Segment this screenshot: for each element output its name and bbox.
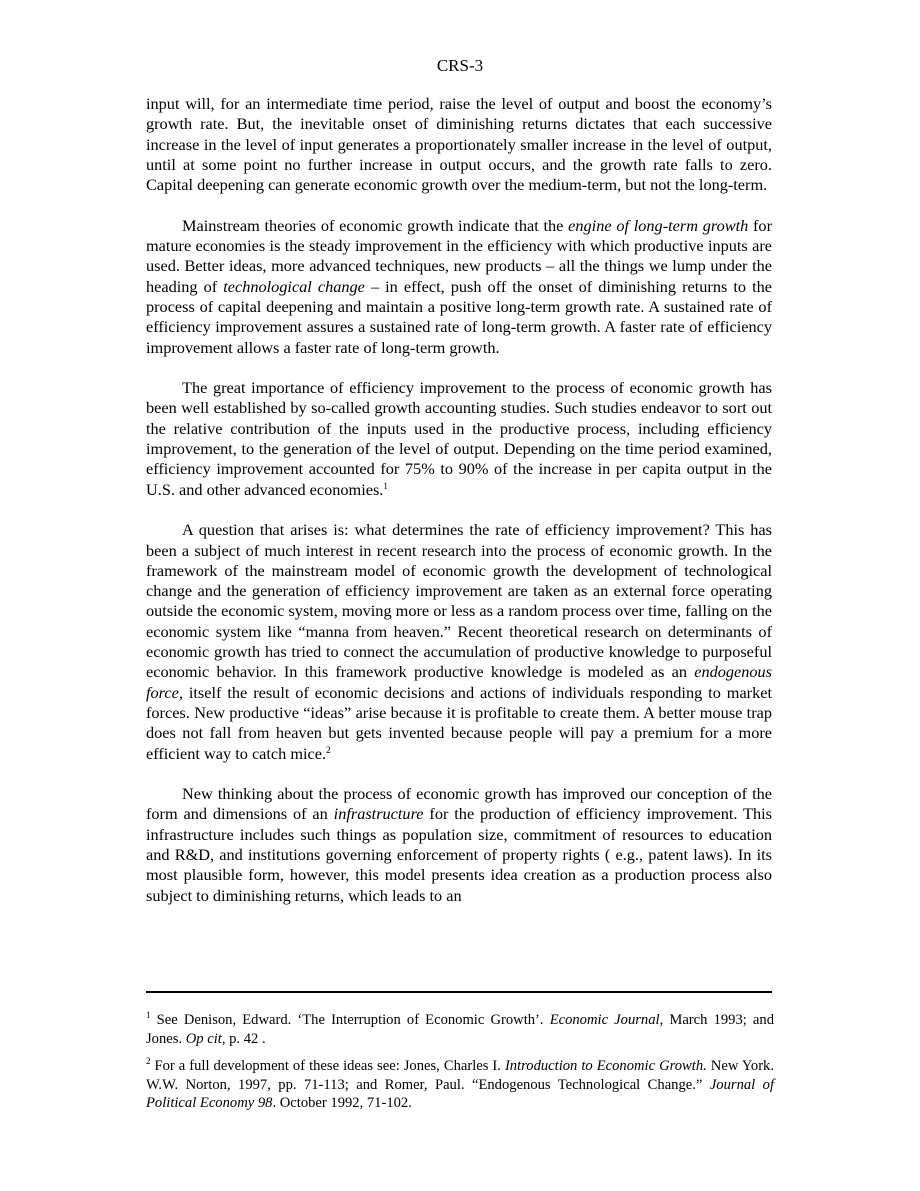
footnote-ref-1[interactable]: 1 xyxy=(383,480,388,491)
paragraph-1: input will, for an intermediate time period, raise the level of output and boost the economy’s growth rate. But, the inevitable onset of diminishing returns dictates that each successive increase in the level of input generates a proportionately smaller increase in the level of output, until at some point no further increase in output occurs, and the growth rate falls to zero. Capital deepening can generate economic growth over the medium-term, but not the long-term. xyxy=(146,94,772,195)
body-text xyxy=(146,94,772,926)
footnote-mark: 2 xyxy=(146,1056,151,1067)
page-label: CRS-3 xyxy=(436,56,484,75)
footnotes xyxy=(146,1011,774,1122)
footnote-1: $^1$ See Denison, Edward. ‘The Interruption of Economic Growth’. Economic Journal, March 1993; and Jones. Op cit, p. 42 . xyxy=(146,1010,775,1047)
paragraph-3: The great importance of efficiency improvement to the process of economic growth has been well established by so-called growth accounting studies. Such studies endeavor to sort out the relative contribution of the inputs used in the productive process, including efficiency improvement, to the generation of the level of output. Depending on the time period examined, efficiency improvement accounted for 75% to 90% of the increase in per capita output in the U.S. and other advanced economies.$^1$ xyxy=(146,378,772,499)
paragraph-5: New thinking about the process of economic growth has improved our conception of the form and dimensions of an infrastructure for the production of efficiency improvement. This infrastructure includes such things as population size, commitment of resources to education and R&D, and institutions governing enforcement of property rights ( e.g., patent laws). In its most plausible form, however, this model presents idea creation as a production process also subject to diminishing returns, which leads to an xyxy=(146,784,772,905)
footnote-ref-2[interactable]: 2 xyxy=(326,744,331,755)
page-header xyxy=(0,56,920,76)
paragraph-2: Mainstream theories of economic growth indicate that the engine of long-term growth for mature economies is the steady improvement in the efficiency with which productive inputs are used. Better ideas, more advanced techniques, new products – all the things we lump under the heading of technological change – in effect, push off the onset of diminishing returns to the process of capital deepening and maintain a positive long-term growth rate. A sustained rate of efficiency improvement assures a sustained rate of long-term growth. A faster rate of efficiency improvement allows a faster rate of long-term growth. xyxy=(146,215,772,357)
footnote-mark: 1 xyxy=(146,1010,151,1020)
paragraph-4: A question that arises is: what determines the rate of efficiency improvement? This has been a subject of much interest in recent research into the process of economic growth. In the framework of the mainstream model of economic growth the development of technological change and the generation of efficiency improvement are taken as an external force operating outside the economic system, moving more or less as a random process over time, falling on the economic system like “manna from heaven.” Recent theoretical research on determinants of economic growth has tried to connect the accumulation of productive knowledge to purposeful economic behavior. In this framework productive knowledge is modeled as an endogenous force, itself the result of economic decisions and actions of individuals responding to market forces. New productive “ideas” arise because it is profitable to create them. A better mouse trap does not fall from heaven but gets invented because people will pay a premium for a more efficient way to catch mice.$^2$ xyxy=(146,520,772,763)
footnote-2: $^2$ For a full development of these ideas see: Jones, Charles I. Introduction to Economic Growth. New York. W.W. Norton, 1997, pp. 71-113; and Romer, Paul. “Endogenous Technological Change.” Journal of Political Economy 98. October 1992, 71-102. xyxy=(146,1056,774,1112)
footnote-divider xyxy=(146,991,772,993)
